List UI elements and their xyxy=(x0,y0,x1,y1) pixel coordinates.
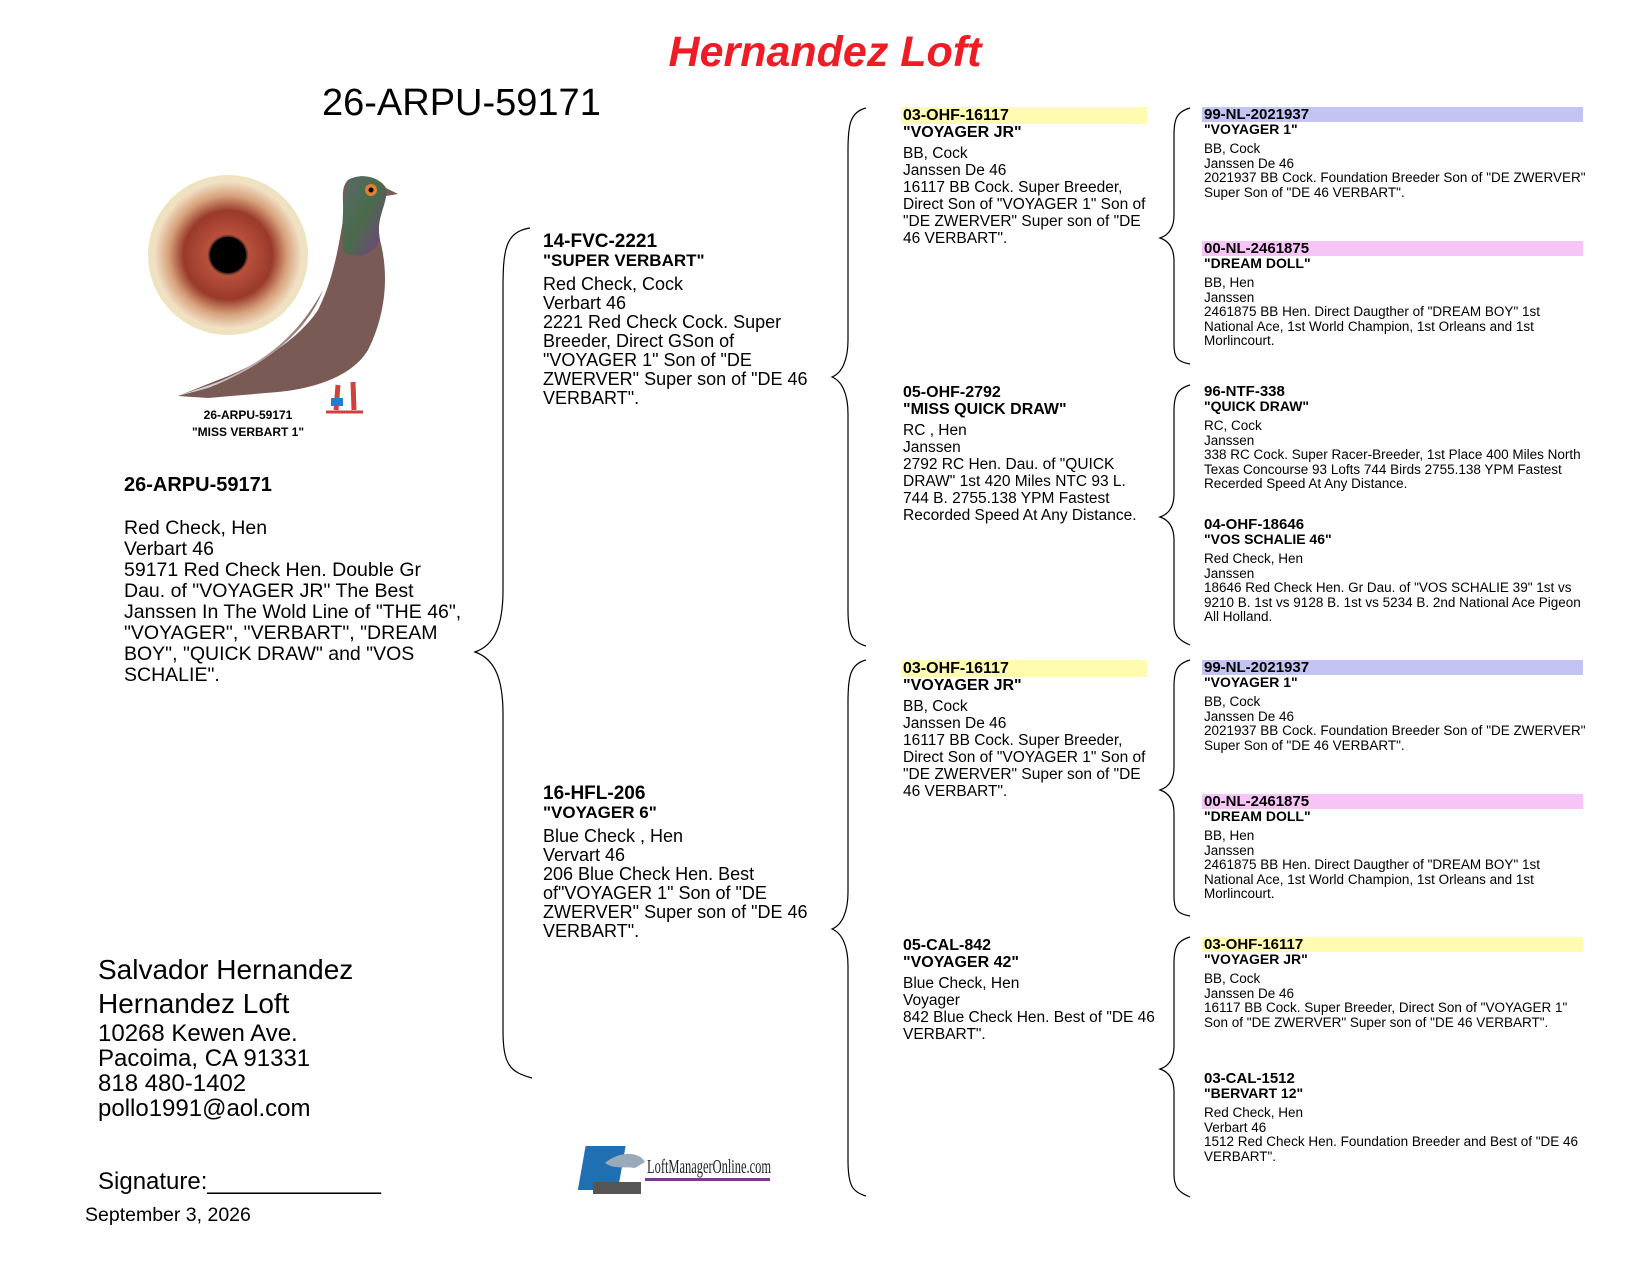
pedigree-name: "DREAM DOLL" xyxy=(1204,808,1311,824)
granddam-1-card xyxy=(903,384,1155,524)
pedigree-band: 99-NL-2021937 xyxy=(1202,107,1583,122)
pedigree-band: 03-OHF-16117 xyxy=(901,660,1147,677)
pedigree-name: "VOYAGER 1" xyxy=(1204,674,1298,690)
pedigree-strain: Janssen De 46 xyxy=(1204,155,1295,171)
sire-strain: Verbart 46 xyxy=(543,293,627,313)
pedigree-description: 18646 Red Check Hen. Gr Dau. of "VOS SCHALIE 39" 1st vs 9210 B. 1st vs 9128 B. 1st vs 5234 B. 2nd National Ace Pigeon All Holland. xyxy=(1204,580,1581,624)
great-grandparent-8-card xyxy=(1204,1071,1589,1164)
photo-caption-name: "MISS VERBART 1" xyxy=(191,425,305,439)
dam-card xyxy=(543,784,813,941)
pedigree-name: "VOS SCHALIE 46" xyxy=(1204,531,1332,547)
pedigree-name: "BERVART 12" xyxy=(1204,1085,1304,1101)
pedigree-color-sex: BB, Cock xyxy=(1204,694,1261,709)
dam-strain: Vervart 46 xyxy=(543,845,626,865)
pedigree-band: 99-NL-2021937 xyxy=(1202,660,1583,675)
great-grandparent-5-card xyxy=(1204,660,1589,753)
pedigree-description: 16117 BB Cock. Super Breeder, Direct Son of "VOYAGER 1" Son of "DE ZWERVER" Super son of "DE 46 VERBART". xyxy=(903,732,1146,800)
pedigree-band: 05-CAL-842 xyxy=(903,937,992,954)
print-date: September 3, 2026 xyxy=(85,1204,251,1226)
pedigree-name: "VOYAGER 42" xyxy=(903,954,1019,971)
pedigree-color-sex: Blue Check, Hen xyxy=(903,975,1020,992)
subject-description: 59171 Red Check Hen. Double Gr Dau. of "VOYAGER JR" The Best Janssen In The Wold Line of "THE 46", "VOYAGER", "VERBART", "DREAM BOY", "QUICK DRAW" and "VOS SCHALIE". xyxy=(124,559,462,686)
loftmanager-logo xyxy=(585,1138,775,1200)
pedigree-strain: Janssen De 46 xyxy=(903,162,1007,179)
signature-line: Signature:_____________ xyxy=(98,1168,381,1195)
owner-loft: Hernandez Loft xyxy=(98,988,290,1019)
pedigree-color-sex: RC, Cock xyxy=(1204,418,1262,433)
pedigree-strain: Voyager xyxy=(903,992,960,1009)
pedigree-color-sex: BB, Hen xyxy=(1204,828,1255,843)
pedigree-band: 05-OHF-2792 xyxy=(903,384,1001,401)
pedigree-color-sex: RC , Hen xyxy=(903,422,967,439)
dam-name: "VOYAGER 6" xyxy=(543,803,657,822)
owner-address: 10268 Kewen Ave. xyxy=(98,1020,298,1047)
granddam-2-card xyxy=(903,937,1155,1043)
pedigree-band: 00-NL-2461875 xyxy=(1202,241,1583,256)
pedigree-strain: Janssen xyxy=(1204,842,1255,858)
owner-email: pollo1991@aol.com xyxy=(98,1095,311,1122)
sire-description: 2221 Red Check Cock. Super Breeder, Direct GSon of "VOYAGER 1" Son of "DE ZWERVER" Super son of "DE 46 VERBART". xyxy=(543,312,808,408)
pedigree-band: 96-NTF-338 xyxy=(1204,383,1285,400)
pedigree-strain: Janssen xyxy=(1204,432,1255,448)
pedigree-band: 04-OHF-18646 xyxy=(1204,516,1305,533)
pedigree-color-sex: BB, Cock xyxy=(903,145,968,162)
pedigree-strain: Janssen xyxy=(1204,565,1255,581)
pedigree-strain: Janssen De 46 xyxy=(1204,985,1295,1001)
pedigree-description: 1512 Red Check Hen. Foundation Breeder and Best of "DE 46 VERBART". xyxy=(1204,1134,1579,1164)
pedigree-name: "MISS QUICK DRAW" xyxy=(903,401,1067,418)
great-grandparent-2-card xyxy=(1204,241,1589,349)
sire-band: 14-FVC-2221 xyxy=(543,231,658,252)
pedigree-color-sex: Red Check, Hen xyxy=(1204,1105,1304,1120)
pedigree-description: 842 Blue Check Hen. Best of "DE 46 VERBART". xyxy=(903,1009,1155,1043)
pedigree-description: 2792 RC Hen. Dau. of "QUICK DRAW" 1st 420 Miles NTC 93 L. 744 B. 2755.138 YPM Fastest Recorded Speed At Any Distance. xyxy=(903,456,1137,524)
pedigree-strain: Janssen De 46 xyxy=(903,715,1007,732)
pedigree-name: "DREAM DOLL" xyxy=(1204,255,1311,271)
great-grandparent-7-card xyxy=(1204,937,1589,1030)
pedigree-description: 16117 BB Cock. Super Breeder, Direct Son of "VOYAGER 1" Son of "DE ZWERVER" Super son of "DE 46 VERBART". xyxy=(1204,1000,1568,1030)
great-grandparent-6-card xyxy=(1204,794,1589,902)
pedigree-strain: Verbart 46 xyxy=(1204,1119,1267,1135)
great-grandparent-1-card xyxy=(1204,107,1589,200)
subject-band: 26-ARPU-59171 xyxy=(124,474,272,496)
dam-description: 206 Blue Check Hen. Best of"VOYAGER 1" Son of "DE ZWERVER" Super son of "DE 46 VERBART". xyxy=(543,864,808,941)
pedigree-band: 03-OHF-16117 xyxy=(1202,937,1583,952)
pedigree-name: "VOYAGER JR" xyxy=(903,677,1022,694)
subject-strain: Verbart 46 xyxy=(124,538,214,560)
great-grandparent-4-card xyxy=(1204,517,1589,625)
owner-city: Pacoima, CA 91331 xyxy=(98,1045,311,1072)
subject-band-heading: 26-ARPU-59171 xyxy=(322,82,601,124)
subject-color-sex: Red Check, Hen xyxy=(124,517,268,539)
pedigree-description: 2461875 BB Hen. Direct Daugther of "DREAM BOY" 1st National Ace, 1st World Champion, 1st Orleans and 1st Morlincourt. xyxy=(1204,857,1540,901)
pedigree-description: 2021937 BB Cock. Foundation Breeder Son of "DE ZWERVER" Super Son of "DE 46 VERBART". xyxy=(1204,723,1586,753)
pedigree-strain: Janssen xyxy=(1204,289,1255,305)
grandsire-1-card xyxy=(903,107,1155,247)
pedigree-color-sex: BB, Cock xyxy=(1204,971,1261,986)
pedigree-name: "VOYAGER JR" xyxy=(1204,951,1308,967)
pedigree-name: "VOYAGER 1" xyxy=(1204,121,1298,137)
pedigree-color-sex: BB, Cock xyxy=(903,698,968,715)
pedigree-description: 16117 BB Cock. Super Breeder, Direct Son of "VOYAGER 1" Son of "DE ZWERVER" Super son of "DE 46 VERBART". xyxy=(903,179,1146,247)
dam-band: 16-HFL-206 xyxy=(543,783,646,804)
pedigree-strain: Janssen xyxy=(903,439,961,456)
pedigree-name: "VOYAGER JR" xyxy=(903,124,1022,141)
photo-caption-band: 26-ARPU-59171 xyxy=(203,408,293,422)
pedigree-band: 00-NL-2461875 xyxy=(1202,794,1583,809)
great-grandparent-3-card xyxy=(1204,384,1589,492)
pedigree-band: 03-OHF-16117 xyxy=(901,107,1147,124)
pedigree-name: "QUICK DRAW" xyxy=(1204,398,1310,414)
dam-color-sex: Blue Check , Hen xyxy=(543,826,684,846)
pedigree-color-sex: BB, Hen xyxy=(1204,275,1255,290)
pedigree-strain: Janssen De 46 xyxy=(1204,708,1295,724)
subject-card xyxy=(124,475,464,686)
pedigree-band: 03-CAL-1512 xyxy=(1204,1070,1295,1087)
sire-card xyxy=(543,232,813,408)
pedigree-color-sex: Red Check, Hen xyxy=(1204,551,1304,566)
pigeon-photo xyxy=(148,160,448,460)
grandsire-2-card xyxy=(903,660,1155,800)
loft-title: Hernandez Loft xyxy=(668,28,982,76)
owner-contact xyxy=(98,953,353,1121)
sire-color-sex: Red Check, Cock xyxy=(543,274,684,294)
pedigree-description: 2461875 BB Hen. Direct Daugther of "DREAM BOY" 1st National Ace, 1st World Champion, 1st Orleans and 1st Morlincourt. xyxy=(1204,304,1540,348)
owner-phone: 818 480-1402 xyxy=(98,1070,247,1097)
pedigree-description: 2021937 BB Cock. Foundation Breeder Son of "DE ZWERVER" Super Son of "DE 46 VERBART". xyxy=(1204,170,1586,200)
pedigree-description: 338 RC Cock. Super Racer-Breeder, 1st Place 400 Miles North Texas Concourse 93 Lofts 744 Birds 2755.138 YPM Fastest Recerded Speed At Any Distance. xyxy=(1204,447,1581,491)
logo-text: LoftManagerOnline.com xyxy=(647,1156,772,1178)
sire-name: "SUPER VERBART" xyxy=(543,251,705,270)
pedigree-color-sex: BB, Cock xyxy=(1204,141,1261,156)
owner-name: Salvador Hernandez xyxy=(98,954,354,985)
